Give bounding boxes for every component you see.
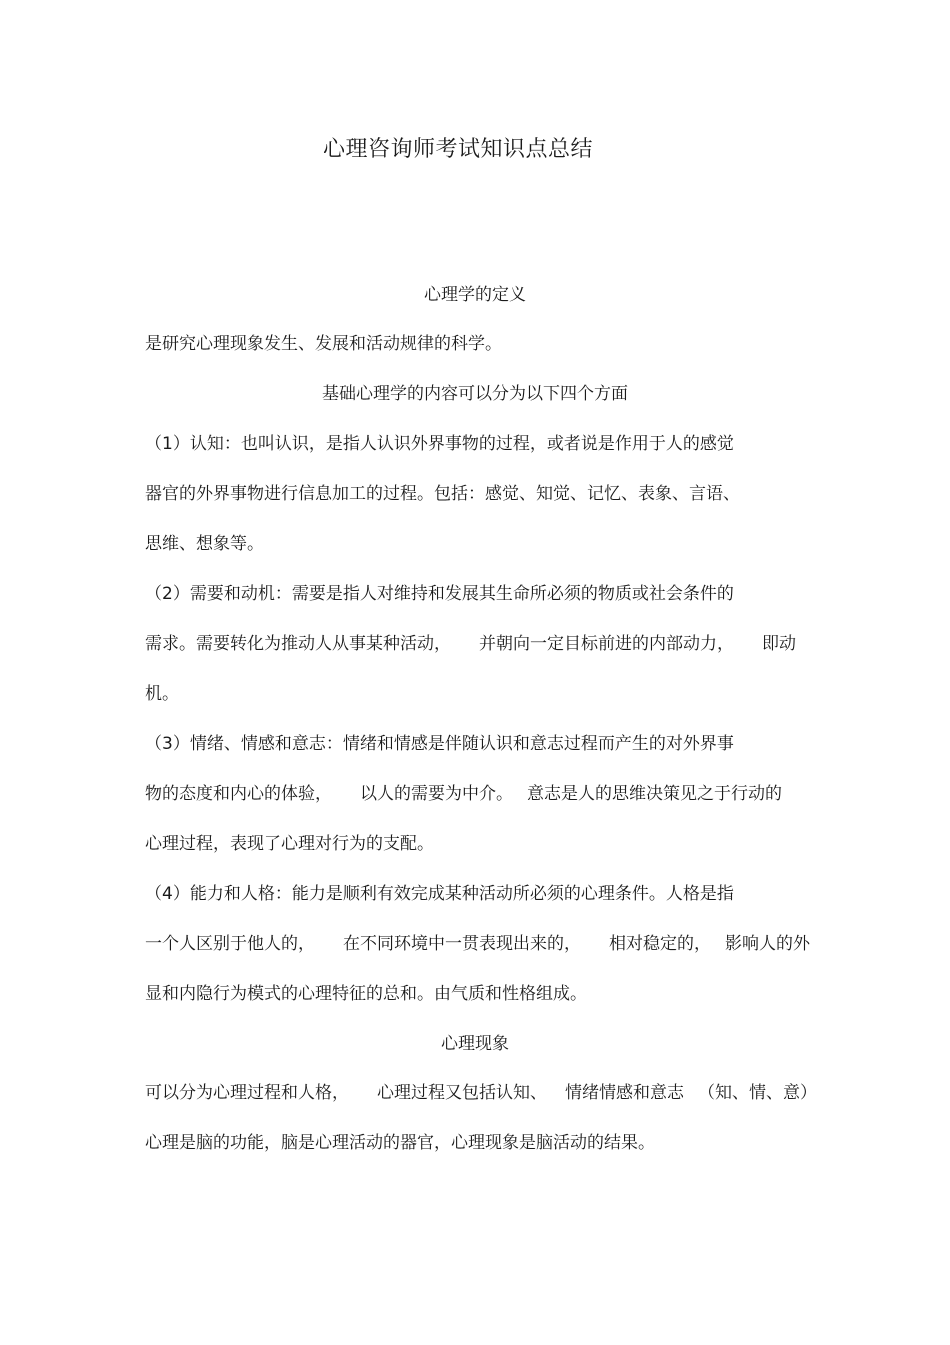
text-segment: 并朝向一定目标前进的内部动力， [479, 634, 734, 654]
document-title: 心理咨询师考试知识点总结 [322, 137, 593, 162]
paragraph-line: （4）能力和人格：能力是顺利有效完成某种活动所必须的心理条件。人格是指 [145, 884, 734, 904]
paragraph-line: （2）需要和动机：需要是指人对维持和发展其生命所必须的物质或社会条件的 [145, 584, 734, 604]
text-segment: 一个人区别于他人的， [145, 934, 315, 954]
section-heading-phenomena: 心理现象 [441, 1034, 509, 1054]
text-segment: 物的态度和内心的体验， [145, 784, 332, 804]
text-segment: （知、情、意） [698, 1083, 817, 1103]
text-segment: 相对稳定的， [609, 934, 711, 954]
text-segment: 需求。需要转化为推动人从事某种活动， [145, 634, 451, 654]
section-heading-contents: 基础心理学的内容可以分为以下四个方面 [322, 384, 628, 404]
paragraph-line: （1）认知：也叫认识，是指人认识外界事物的过程，或者说是作用于人的感觉 [145, 434, 734, 454]
text-segment: 以人的需要为中介。 [360, 784, 513, 804]
paragraph-line: 机。 [145, 684, 179, 704]
paragraph-line: 思维、想象等。 [145, 534, 264, 554]
paragraph-line [145, 782, 825, 806]
text-segment: 意志是人的思维决策见之于行动的 [527, 784, 782, 804]
paragraph-line: （3）情绪、情感和意志：情绪和情感是伴随认识和意志过程而产生的对外界事 [145, 734, 734, 754]
paragraph-line: 显和内隐行为模式的心理特征的总和。由气质和性格组成。 [145, 984, 587, 1004]
paragraph-line: 心理过程，表现了心理对行为的支配。 [145, 834, 434, 854]
paragraph-line [145, 932, 825, 956]
text-segment: 在不同环境中一贯表现出来的， [343, 934, 581, 954]
section-heading-definition: 心理学的定义 [424, 285, 526, 305]
paragraph-line: 是研究心理现象发生、发展和活动规律的科学。 [145, 334, 502, 354]
text-segment: 即动 [762, 634, 796, 654]
text-segment: 情绪情感和意志 [565, 1083, 684, 1103]
paragraph-line [145, 1081, 825, 1105]
paragraph-line: 器官的外界事物进行信息加工的过程。包括：感觉、知觉、记忆、表象、言语、 [145, 484, 740, 504]
paragraph-line: 心理是脑的功能，脑是心理活动的器官，心理现象是脑活动的结果。 [145, 1133, 655, 1153]
text-segment: 影响人的外 [725, 934, 810, 954]
text-segment: 心理过程又包括认知、 [377, 1083, 547, 1103]
text-segment: 可以分为心理过程和人格， [145, 1083, 349, 1103]
paragraph-line [145, 632, 825, 656]
